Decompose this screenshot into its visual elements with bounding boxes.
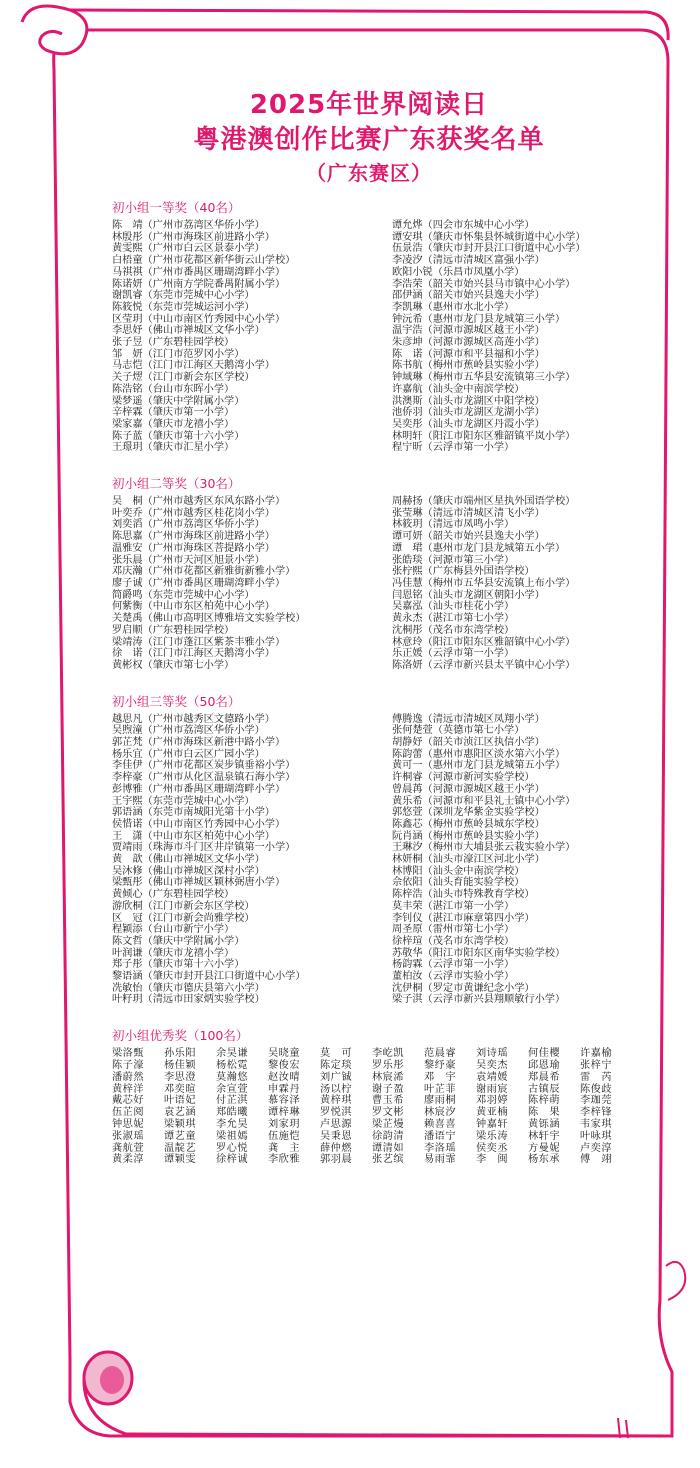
winner-entry: 郭语涵（东莞市南城阳光第十小学） bbox=[112, 807, 275, 819]
excellence-name: 伍施恺 bbox=[268, 1130, 301, 1142]
excellence-name: 杨东承 bbox=[528, 1154, 561, 1166]
winner-entry: 马志恺（江门市江海区天鹅湾小学） bbox=[112, 360, 275, 372]
excellence-name: 陈子濠 bbox=[112, 1059, 145, 1071]
winner-entry: 吴沐修（佛山市禅城区深村小学） bbox=[112, 865, 265, 877]
winner-entry: 杨韵霖（云浮市第一小学） bbox=[392, 959, 515, 971]
winner-entry: 彭博雅（广州市番禺区珊瑚湾畔小学） bbox=[112, 783, 286, 795]
winner-entry: 周赫扬（肇庆市端州区星执外国语学校） bbox=[392, 496, 576, 508]
excellence-name: 余宣萱 bbox=[216, 1083, 249, 1095]
winner-entry: 池侨羽（汕头市龙湖区龙湖小学） bbox=[392, 407, 545, 419]
headline-year: 2025年世界阅读日 bbox=[249, 90, 489, 120]
winner-entry: 马祺祺（广州市番禺区珊瑚湾畔小学） bbox=[112, 266, 286, 278]
excellence-name: 李思澄 bbox=[164, 1071, 197, 1083]
winner-entry: 钟沅希（惠州市龙门县龙城第三小学） bbox=[392, 313, 566, 325]
winner-entry: 吴嘉泓（汕头市桂花小学） bbox=[392, 601, 515, 613]
second-prize-left-column bbox=[104, 496, 392, 672]
excellence-name: 赵汝晴 bbox=[268, 1071, 301, 1083]
excellence-name: 温靛艺 bbox=[164, 1142, 197, 1154]
winner-entry: 区莹玥（中山市南区竹秀园中心小学） bbox=[112, 313, 286, 325]
winner-entry: 程颖添（台山市新宁小学） bbox=[112, 924, 235, 936]
excellence-name: 龚 主 bbox=[268, 1142, 301, 1154]
excellence-name: 邓羽婷 bbox=[476, 1095, 509, 1107]
winner-entry: 苏敬华（阳江市阳东区南华实验学校） bbox=[392, 947, 566, 959]
winner-entry: 徐梓瑄（茂名市东湾学校） bbox=[392, 935, 515, 947]
winner-entry: 佘依阳（汕头育能实验学校） bbox=[392, 877, 525, 889]
winner-entry: 林意玲（阳江市阳东区雅韶镇中心小学） bbox=[392, 636, 576, 648]
excellence-name: 张梓宁 bbox=[580, 1059, 613, 1071]
winner-entry: 白梧童（广州市花都区新华街云山学校） bbox=[112, 255, 296, 267]
excellence-name: 钟嘉轩 bbox=[476, 1118, 509, 1130]
excellence-name: 何佳樱 bbox=[528, 1048, 561, 1060]
excellence-name: 刘诗瑶 bbox=[476, 1048, 509, 1060]
winner-entry: 莫丰荣（湛江市第一小学） bbox=[392, 900, 515, 912]
winner-entry: 陈诺妍（广州南方学院番禺附属小学） bbox=[112, 278, 286, 290]
excellence-name: 钟思妮 bbox=[112, 1118, 145, 1130]
excellence-name: 李珈莞 bbox=[580, 1095, 613, 1107]
excellence-name: 卢思源 bbox=[320, 1118, 353, 1130]
excellence-name: 邓 宇 bbox=[424, 1071, 457, 1083]
headline-region: （广东赛区） bbox=[306, 161, 432, 185]
excellence-name: 李梓锋 bbox=[580, 1107, 613, 1119]
winner-entry: 冯佳慧（梅州市五华县安流镇上布小学） bbox=[392, 577, 576, 589]
first-prize-right-column bbox=[392, 220, 634, 454]
excellence-name: 李屹凯 bbox=[372, 1048, 405, 1060]
excellence-name: 李允昊 bbox=[216, 1118, 249, 1130]
excellence-name: 吴奕杰 bbox=[476, 1059, 509, 1071]
winner-entry: 李思妤（佛山市禅城区文华小学） bbox=[112, 325, 265, 337]
winner-entry: 陈书航（梅州市蕉岭县实验小学） bbox=[392, 360, 545, 372]
winner-entry: 洪澳斯（汕头市龙湖区中阳学校） bbox=[392, 395, 545, 407]
excellence-name: 陈定琰 bbox=[320, 1059, 353, 1071]
excellence-name: 谭颖雯 bbox=[164, 1154, 197, 1166]
excellence-name: 吴秉恩 bbox=[320, 1130, 353, 1142]
excellence-name: 黄亚楠 bbox=[476, 1107, 509, 1119]
winner-entry: 李梓豪（广州市从化区温泉镇石海小学） bbox=[112, 772, 296, 784]
excellence-name: 慕容泽 bbox=[268, 1095, 301, 1107]
winner-entry: 罗启顺（广东碧桂园学校） bbox=[112, 624, 235, 636]
excellence-name: 罗心悦 bbox=[216, 1142, 249, 1154]
excellence-name: 杨佳颖 bbox=[164, 1059, 197, 1071]
winner-entry: 曾晨苒（河源市源城区越王小学） bbox=[392, 783, 545, 795]
excellence-name: 叶语妃 bbox=[164, 1095, 197, 1107]
winner-entry: 谭允烨（四会市东城中心小学） bbox=[392, 220, 535, 231]
excellence-name: 李洛瑶 bbox=[424, 1142, 457, 1154]
winner-entry: 黄彬权（肇庆市第七小学） bbox=[112, 659, 235, 671]
winner-entry: 李凌汐（清远市清城区富强小学） bbox=[392, 255, 545, 267]
winner-entry: 陈鑫芯（梅州市蕉岭县城东学校） bbox=[392, 818, 545, 830]
excellence-name: 卢奕淳 bbox=[580, 1142, 613, 1154]
excellence-name: 叶芷菲 bbox=[424, 1083, 457, 1095]
excellence-name: 廖雨桐 bbox=[424, 1095, 457, 1107]
winner-entry: 乐正媛（云浮市第一小学） bbox=[392, 648, 515, 660]
excellence-name: 林轩宇 bbox=[528, 1130, 561, 1142]
winner-entry: 黄可一（惠州市龙门县龙城第五小学） bbox=[392, 760, 566, 772]
excellence-name: 许嘉榆 bbox=[580, 1048, 613, 1060]
excellence-name: 黄柔淳 bbox=[112, 1154, 145, 1166]
excellence-name: 刘家玥 bbox=[268, 1118, 301, 1130]
winner-entry: 张柠熙（广东梅县外国语学校） bbox=[392, 566, 535, 578]
winner-entry: 黎语涵（肇庆市封开县江口街道中心小学） bbox=[112, 971, 306, 983]
winner-entry: 梁子淇（云浮市新兴县翔顺敏行小学） bbox=[392, 994, 566, 1006]
winner-entry: 谭 珺（惠州市龙门县龙城第五小学） bbox=[392, 542, 566, 554]
excellence-name: 梁乐涛 bbox=[476, 1130, 509, 1142]
headline-contest: 粤港澳创作比赛广东获奖名单 bbox=[193, 125, 545, 155]
winner-entry: 李佳伊（广州市花都区炭步镇垂裕小学） bbox=[112, 760, 296, 772]
winner-entry: 邓庆瀚（广州市花都区新雅街新雅小学） bbox=[112, 566, 296, 578]
winner-entry: 梁家嘉（肇庆市龙禧小学） bbox=[112, 418, 235, 430]
excellence-name: 张淑瑶 bbox=[112, 1130, 145, 1142]
excellence-name: 韦家琪 bbox=[580, 1118, 613, 1130]
winner-entry: 胡静妤（韶关市浈江区执信小学） bbox=[392, 737, 545, 749]
excellence-name: 雷 芮 bbox=[580, 1071, 613, 1083]
third-prize-left-column bbox=[104, 714, 392, 1007]
winner-entry: 谭安琪（肇庆市怀集县怀城街道中心小学） bbox=[392, 231, 586, 243]
excellence-name: 袁艺涵 bbox=[164, 1107, 197, 1119]
excellence-name: 黎俊宏 bbox=[268, 1059, 301, 1071]
winner-entry: 黄雯熙（广州市白云区景泰小学） bbox=[112, 243, 265, 255]
winner-entry: 张子昱（广东碧桂园学校） bbox=[112, 337, 235, 349]
winner-entry: 黄永杰（湛江市第七小学） bbox=[392, 613, 515, 625]
excellence-name: 谢子盈 bbox=[372, 1083, 405, 1095]
winner-entry: 郭悠萱（深圳龙华紫金实验学校） bbox=[392, 807, 545, 819]
excellence-name: 汤以柠 bbox=[320, 1083, 353, 1095]
winner-entry: 李凯琳（惠州市水北小学） bbox=[392, 301, 515, 313]
excellence-name: 陈 果 bbox=[528, 1107, 561, 1119]
winner-entry: 关子熤（江门市新会东区学校） bbox=[112, 372, 255, 384]
winner-entry: 杨乐宜（广州市白云区广园小学） bbox=[112, 748, 265, 760]
excellence-name: 侯奕丞 bbox=[476, 1142, 509, 1154]
winner-entry: 温宇浩（河源市源城区越王小学） bbox=[392, 325, 545, 337]
excellence-name: 付芷淇 bbox=[216, 1095, 249, 1107]
excellence-name: 伍芷阅 bbox=[112, 1107, 145, 1119]
winner-entry: 谢凯睿（东莞市莞城中心小学） bbox=[112, 290, 255, 302]
winner-entry: 沈桐彤（茂名市东湾学校） bbox=[392, 624, 515, 636]
excellence-name: 刘广铖 bbox=[320, 1071, 353, 1083]
excellence-name: 古镇辰 bbox=[528, 1083, 561, 1095]
excellence-name: 梁洛甄 bbox=[112, 1048, 145, 1060]
excellence-name: 黄铄涵 bbox=[528, 1118, 561, 1130]
winner-entry: 张乐晨（广州市天河区旭景小学） bbox=[112, 554, 265, 566]
excellence-name: 罗悦淇 bbox=[320, 1107, 353, 1119]
excellence-name: 袁靖媛 bbox=[476, 1071, 509, 1083]
winner-entry: 张莹琳（清远市清城区清飞小学） bbox=[392, 507, 545, 519]
winner-entry: 李钊仪（湛江市麻章第四小学） bbox=[392, 912, 535, 924]
winner-entry: 董柏汝（云浮市实验小学） bbox=[392, 971, 515, 983]
winner-entry: 温雅安（广州市海珠区菩提路小学） bbox=[112, 542, 275, 554]
winner-entry: 郭芷梵（广州市海珠区新港中路小学） bbox=[112, 737, 286, 749]
winner-entry: 林筱玥（清远市凤鸣小学） bbox=[392, 519, 515, 531]
excellence-name: 李欣雅 bbox=[268, 1154, 301, 1166]
excellence-name: 谭梓琳 bbox=[268, 1107, 301, 1119]
second-prize-right-column bbox=[392, 496, 634, 672]
winner-entry: 梁甄彤（佛山市禅城区颖林弼唐小学） bbox=[112, 877, 286, 889]
winner-entry: 傅腾逸（清远市清城区凤翔小学） bbox=[392, 713, 545, 725]
winner-entry: 游欣桐（江门市新会东区学校） bbox=[112, 900, 255, 912]
excellence-name: 郭羽晨 bbox=[320, 1154, 353, 1166]
winner-entry: 陈 靖（广州市荔湾区华侨小学） bbox=[112, 220, 265, 231]
section-title-second-prize: 初小组二等奖（30名） bbox=[112, 476, 241, 492]
excellence-name: 邱恩瑜 bbox=[528, 1059, 561, 1071]
excellence-name: 余昊谦 bbox=[216, 1048, 249, 1060]
winner-entry: 许桐睿（河源市新河实验学校） bbox=[392, 772, 535, 784]
winner-entry: 梁梦遥（肇庆中学附属小学） bbox=[112, 395, 245, 407]
excellence-name: 谢雨宸 bbox=[476, 1083, 509, 1095]
third-prize-right-column bbox=[392, 714, 634, 1007]
winner-entry: 周圣原（雷州市第七小学） bbox=[392, 924, 515, 936]
winner-entry: 吴煦潼（广州市荔湾区华侨小学） bbox=[112, 725, 265, 737]
winner-entry: 冼敏怡（肇庆市德庆县第六小学） bbox=[112, 982, 265, 994]
winner-entry: 陈子蓝（肇庆市第十六小学） bbox=[112, 430, 245, 442]
excellence-name: 林宸汐 bbox=[424, 1107, 457, 1119]
excellence-name: 申霖丹 bbox=[268, 1083, 301, 1095]
winner-entry: 徐 诺（江门市江海区天鹅湾小学） bbox=[112, 648, 275, 660]
winner-entry: 关楚禹（佛山市高明区博雅培文实验学校） bbox=[112, 613, 306, 625]
winner-entry: 黄 歆（佛山市禅城区文华小学） bbox=[112, 854, 265, 866]
section-title-excellence: 初小组优秀奖（100名） bbox=[112, 1028, 249, 1044]
right-flourish bbox=[666, 1262, 685, 1300]
excellence-name: 傅 翊 bbox=[580, 1154, 613, 1166]
winner-entry: 邵伊涵（韶关市始兴县逸夫小学） bbox=[392, 290, 545, 302]
section-title-first-prize: 初小组一等奖（40名） bbox=[112, 200, 241, 215]
excellence-name: 易雨霏 bbox=[424, 1154, 457, 1166]
winner-entry: 郑子彤（肇庆市第十六小学） bbox=[112, 959, 245, 971]
excellence-name: 莫 可 bbox=[320, 1048, 353, 1060]
excellence-name: 谭艺童 bbox=[164, 1130, 197, 1142]
excellence-name: 李 闽 bbox=[476, 1154, 509, 1166]
excellence-name: 郑晨希 bbox=[528, 1071, 561, 1083]
winner-entry: 林明轩（阳江市阳东区雅韶镇平岚小学） bbox=[392, 430, 576, 442]
winner-entry: 王璟玥（肇庆市汇星小学） bbox=[112, 442, 235, 454]
winner-entry: 张何楚萱（英德市第七小学） bbox=[392, 725, 525, 737]
excellence-name: 黄梓洋 bbox=[112, 1083, 145, 1095]
excellence-name: 潘蔚然 bbox=[112, 1071, 145, 1083]
excellence-name: 林宸浠 bbox=[372, 1071, 405, 1083]
section-title-third-prize: 初小组三等奖（50名） bbox=[112, 693, 241, 709]
excellence-name: 赖喜喜 bbox=[424, 1118, 457, 1130]
winner-entry: 陈筱悦（东莞市莞城运河小学） bbox=[112, 301, 255, 313]
excellence-name: 梁颖琪 bbox=[164, 1118, 197, 1130]
winner-entry: 侯惜诺（中山市南区竹秀园中心小学） bbox=[112, 818, 286, 830]
excellence-name: 梁芷熳 bbox=[372, 1118, 405, 1130]
winner-entry: 贾靖雨（珠海市斗门区井岸镇第一小学） bbox=[112, 842, 296, 854]
winner-entry: 陈 诺（河源市和平县福和小学） bbox=[392, 348, 545, 360]
excellence-name: 曹玉希 bbox=[372, 1095, 405, 1107]
excellence-name: 黎纾豪 bbox=[424, 1059, 457, 1071]
first-prize-left-column bbox=[104, 220, 392, 454]
third-prize-list bbox=[104, 714, 634, 1007]
winner-entry: 陈浩铭（台山市东晖小学） bbox=[112, 383, 235, 395]
winner-entry: 黄乐希（河源市和平县礼士镇中心小学） bbox=[392, 795, 576, 807]
excellence-name: 罗文彬 bbox=[372, 1107, 405, 1119]
excellence-name: 方曼妮 bbox=[528, 1142, 561, 1154]
excellence-name: 黄梓琪 bbox=[320, 1095, 353, 1107]
excellence-name: 杨松霓 bbox=[216, 1059, 249, 1071]
winner-entry: 张皓琰（河源市第三小学） bbox=[392, 554, 515, 566]
winner-entry: 辛梓霖（肇庆市第一小学） bbox=[112, 407, 235, 419]
winner-entry: 叶奕乔（广州市越秀区桂花岗小学） bbox=[112, 507, 275, 519]
award-list-content bbox=[104, 88, 634, 1166]
excellence-name: 吴晓童 bbox=[268, 1048, 301, 1060]
excellence-name: 龚航萱 bbox=[112, 1142, 145, 1154]
excellence-name: 徐梓诚 bbox=[216, 1154, 249, 1166]
winner-entry: 欧阳小锐（乐昌市凤凰小学） bbox=[392, 266, 525, 278]
winner-entry: 钟域琳（梅州市五华县安流镇第三小学） bbox=[392, 372, 576, 384]
winner-entry: 陈梓浩（汕头市特殊教育学校） bbox=[392, 889, 535, 901]
second-prize-list bbox=[104, 496, 634, 672]
excellence-name: 叶咏琪 bbox=[580, 1130, 613, 1142]
winner-entry: 刘奕滔（广州市荔湾区华侨小学） bbox=[112, 519, 265, 531]
winner-entry: 林博阳（汕头金中南滨学校） bbox=[392, 865, 525, 877]
winner-entry: 叶籽玥（清远市田家炳实验学校） bbox=[112, 994, 265, 1006]
winner-entry: 李浩荣（韶关市始兴县马市镇中心小学） bbox=[392, 278, 576, 290]
excellence-name: 谭清如 bbox=[372, 1142, 405, 1154]
excellence-name: 邓奕暄 bbox=[164, 1083, 197, 1095]
winner-entry: 许嘉航（汕头金中南滨学校） bbox=[392, 383, 525, 395]
winner-entry: 梁靖涛（江门市蓬江区紫茶丰雅小学） bbox=[112, 636, 286, 648]
excellence-name: 罗乐彤 bbox=[372, 1059, 405, 1071]
winner-entry: 吴奕彤（汕头市龙湖区丹霞小学） bbox=[392, 418, 545, 430]
winner-entry: 吴 桐（广州市越秀区东风东路小学） bbox=[112, 496, 286, 508]
winner-entry: 陈洛妍（云浮市新兴县太平镇中心小学） bbox=[392, 659, 576, 671]
winner-entry: 朱彦坤（河源市源城区高莲小学） bbox=[392, 337, 545, 349]
bottom-scroll-roll-inner bbox=[100, 1366, 124, 1394]
winner-entry: 黄倾心（广东碧桂园学校） bbox=[112, 889, 235, 901]
excellence-name: 陈俊歧 bbox=[580, 1083, 613, 1095]
excellence-name-grid bbox=[104, 1048, 634, 1166]
winner-entry: 何紫衡（中山市东区柏苑中心小学） bbox=[112, 601, 275, 613]
winner-entry: 陈思嘉（广州市海珠区前进路小学） bbox=[112, 531, 275, 543]
excellence-name: 范晨睿 bbox=[424, 1048, 457, 1060]
excellence-name: 陈梓萌 bbox=[528, 1095, 561, 1107]
winner-entry: 谭可妍（韶关市始兴县逸夫小学） bbox=[392, 531, 545, 543]
excellence-name: 孙乐阳 bbox=[164, 1048, 197, 1060]
excellence-name: 戴芯好 bbox=[112, 1095, 145, 1107]
winner-entry: 简爵鸣（东莞市莞城中心小学） bbox=[112, 589, 255, 601]
winner-entry: 闫恩铭（汕头市龙湖区朝阳小学） bbox=[392, 589, 545, 601]
winner-entry: 陈文哲（肇庆中学附属小学） bbox=[112, 935, 245, 947]
winner-entry: 王 潇（中山市东区柏苑中心小学） bbox=[112, 830, 275, 842]
excellence-name: 郑皓曦 bbox=[216, 1107, 249, 1119]
excellence-name: 莫瀚悠 bbox=[216, 1071, 249, 1083]
winner-entry: 程宁昕（云浮市第一小学） bbox=[392, 442, 515, 454]
winner-entry: 林妍桐（汕头市濠江区河北小学） bbox=[392, 854, 545, 866]
first-prize-list bbox=[104, 220, 634, 454]
winner-entry: 越思凡（广州市越秀区文德路小学） bbox=[112, 713, 275, 725]
winner-entry: 邹 妍（江门市范罗冈小学） bbox=[112, 348, 245, 360]
winner-entry: 沈伊桐（罗定市黄谦纪念小学） bbox=[392, 982, 535, 994]
winner-entry: 伍景浩（肇庆市封开县江口街道中心小学） bbox=[392, 243, 586, 255]
excellence-name: 潘语宁 bbox=[424, 1130, 457, 1142]
winner-entry: 陈韵蕾（惠州市惠阳区淡水第六小学） bbox=[392, 748, 566, 760]
excellence-name: 梁祖嫣 bbox=[216, 1130, 249, 1142]
top-scroll-curl bbox=[22, 6, 87, 54]
winner-entry: 叶润谦（肇庆市龙禧小学） bbox=[112, 947, 235, 959]
winner-entry: 王宇熙（东莞市莞城中心小学） bbox=[112, 795, 255, 807]
excellence-name: 徐韵清 bbox=[372, 1130, 405, 1142]
winner-entry: 林殷彤（广州市海珠区前进路小学） bbox=[112, 231, 275, 243]
winner-entry: 阮肖涵（梅州市蕉岭县实验小学） bbox=[392, 830, 545, 842]
excellence-name: 张艺缤 bbox=[372, 1154, 405, 1166]
winner-entry: 区 冠（江门市新会尚雅学校） bbox=[112, 912, 255, 924]
winner-entry: 王琳汐（梅州市大埔县张云栽实验小学） bbox=[392, 842, 576, 854]
winner-entry: 廖子诚（广州市番禺区珊瑚湾畔小学） bbox=[112, 577, 286, 589]
excellence-name: 薛仲燃 bbox=[320, 1142, 353, 1154]
